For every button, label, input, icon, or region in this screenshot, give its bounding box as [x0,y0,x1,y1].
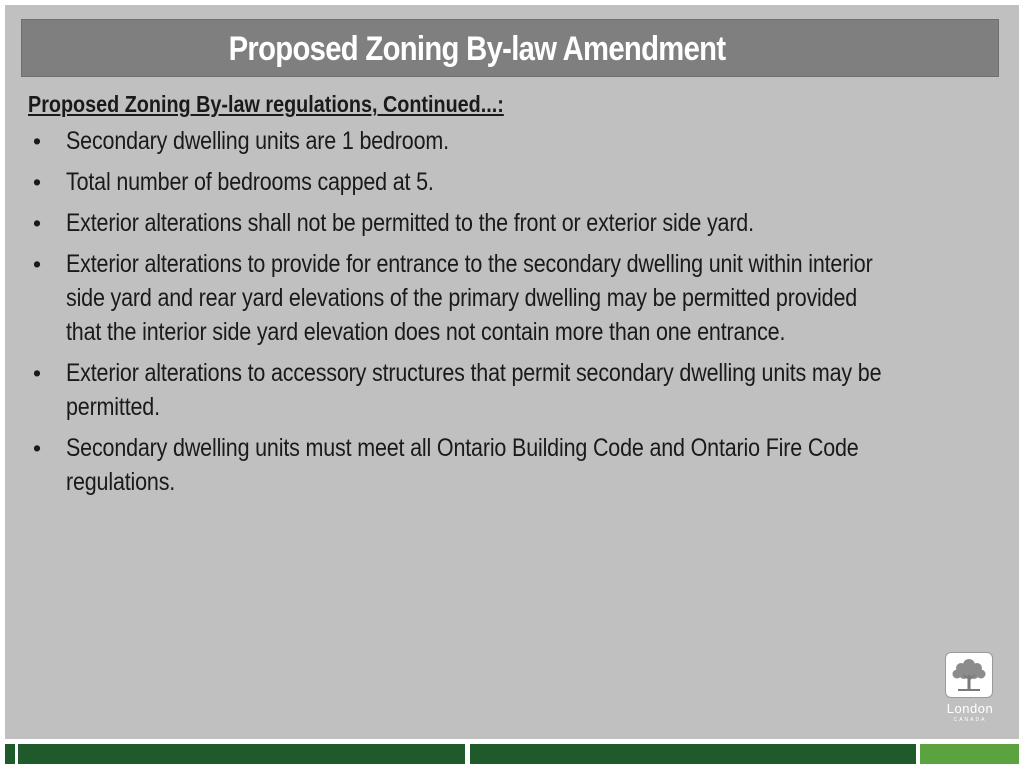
bullet-item [28,206,928,240]
logo-subtext: CANADA [953,717,987,723]
footer-bar-segment [920,744,1019,764]
bullet-symbol: • [33,169,42,195]
bullet-item [28,247,928,349]
bullet-text: Exterior alterations shall not be permitted to the front or exterior side yard. [66,209,754,237]
slide [5,5,1019,739]
bullet-text: Exterior alterations to provide for entrance to the secondary dwelling unit within interior side yard and rear yard elevations of the primary dwelling may be permitted provided that the interior side yard elevation does not contain more than one entrance. [66,250,873,346]
footer-bar-segment [18,744,465,764]
bullet-text: Exterior alterations to accessory structures that permit secondary dwelling units may be permitted. [66,359,882,421]
bullet-item [28,356,928,424]
slide-content [28,91,928,506]
bullet-item [28,165,928,199]
bullet-list [28,124,928,499]
bullet-text: Secondary dwelling units are 1 bedroom. [66,127,449,155]
bullet-symbol: • [33,128,42,154]
bullet-item [28,431,928,499]
title-bar [21,19,999,77]
footer-bar-segment [470,744,916,764]
slide-title: Proposed Zoning By-law Amendment [228,30,726,68]
bullet-symbol: • [33,251,42,277]
bullet-symbol: • [33,360,42,386]
footer-bar-segment [5,744,15,764]
bullet-symbol: • [33,435,42,461]
bullet-text: Secondary dwelling units must meet all Ontario Building Code and Ontario Fire Code regulations. [66,434,859,496]
tree-icon [946,653,992,697]
section-subheading: Proposed Zoning By-law regulations, Continued...: [28,91,504,117]
logo-badge [945,652,993,698]
logo-wordmark: London [946,701,994,716]
bullet-item [28,124,928,158]
london-logo [943,652,997,728]
bullet-symbol: • [33,210,42,236]
bullet-text: Total number of bedrooms capped at 5. [66,168,434,196]
